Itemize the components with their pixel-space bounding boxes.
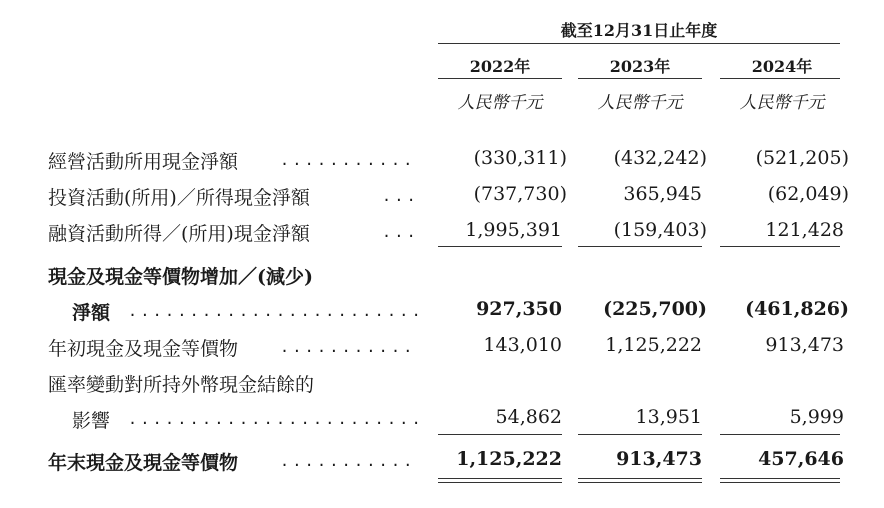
dot-leader: ........... (280, 338, 416, 356)
total-rule-2023 (578, 434, 702, 435)
subtotal-rule-2022 (438, 246, 562, 247)
row-investing-2023: 365,945 (623, 183, 702, 205)
double-rule-top-2023 (578, 478, 702, 479)
dot-leader: ........................ (128, 302, 424, 320)
row-closing-2023: 913,473 (616, 448, 702, 470)
row-fx-effect-label-cont: 影響 (72, 410, 111, 432)
row-fx-effect-2024: 5,999 (789, 406, 844, 428)
row-investing-label: 投資活動(所用)／所得現金淨額 (48, 187, 310, 209)
period-header: 截至12月31日止年度 (560, 21, 718, 40)
unit-label-2024: 人民幣千元 (739, 93, 825, 113)
dot-leader: ... (382, 187, 419, 205)
row-financing-2023: (159,403) (613, 219, 707, 241)
year-2023-header: 2023年 (609, 57, 671, 76)
row-investing-2022: (737,730) (473, 183, 567, 205)
row-closing-label: 年末現金及現金等價物 (48, 452, 239, 474)
unit-label-2022: 人民幣千元 (457, 93, 543, 113)
subtotal-rule-2024 (720, 246, 840, 247)
dot-leader: ... (382, 223, 419, 241)
row-net-change-2024: (461,826) (745, 298, 849, 320)
double-rule-top-2022 (438, 478, 562, 479)
double-rule-bottom-2024 (720, 482, 840, 483)
year-2024-header: 2024年 (751, 57, 813, 76)
row-investing-2024: (62,049) (767, 183, 849, 205)
row-operating-2024: (521,205) (755, 147, 849, 169)
double-rule-top-2024 (720, 478, 840, 479)
row-net-change-label-cont: 淨額 (72, 302, 111, 324)
header-rule (438, 43, 840, 44)
row-operating-label: 經營活動所用現金淨額 (48, 151, 239, 173)
year-rule-2023 (578, 78, 702, 79)
row-net-change-2023: (225,700) (603, 298, 707, 320)
row-fx-effect-label: 匯率變動對所持外幣現金結餘的 (48, 374, 315, 396)
row-fx-effect-2023: 13,951 (635, 406, 702, 428)
unit-label-2023: 人民幣千元 (597, 93, 683, 113)
dot-leader: ........... (280, 452, 416, 470)
double-rule-bottom-2023 (578, 482, 702, 483)
row-fx-effect-2022: 54,862 (495, 406, 562, 428)
subtotal-rule-2023 (578, 246, 702, 247)
dot-leader: ........................ (128, 410, 424, 428)
year-rule-2024 (720, 78, 840, 79)
row-net-change-2022: 927,350 (476, 298, 562, 320)
row-opening-2022: 143,010 (483, 334, 562, 356)
row-closing-2022: 1,125,222 (456, 448, 562, 470)
row-opening-2023: 1,125,222 (605, 334, 702, 356)
row-closing-2024: 457,646 (758, 448, 844, 470)
total-rule-2024 (720, 434, 840, 435)
row-operating-2022: (330,311) (473, 147, 567, 169)
row-operating-2023: (432,242) (613, 147, 707, 169)
row-net-change-label: 現金及現金等價物增加／(減少) (48, 266, 313, 288)
year-2022-header: 2022年 (469, 57, 531, 76)
row-financing-label: 融資活動所得／(所用)現金淨額 (48, 223, 310, 245)
total-rule-2022 (438, 434, 562, 435)
year-rule-2022 (438, 78, 562, 79)
row-opening-label: 年初現金及現金等價物 (48, 338, 239, 360)
dot-leader: ........... (280, 151, 416, 169)
row-financing-2022: 1,995,391 (465, 219, 562, 241)
row-opening-2024: 913,473 (765, 334, 844, 356)
double-rule-bottom-2022 (438, 482, 562, 483)
row-financing-2024: 121,428 (765, 219, 844, 241)
